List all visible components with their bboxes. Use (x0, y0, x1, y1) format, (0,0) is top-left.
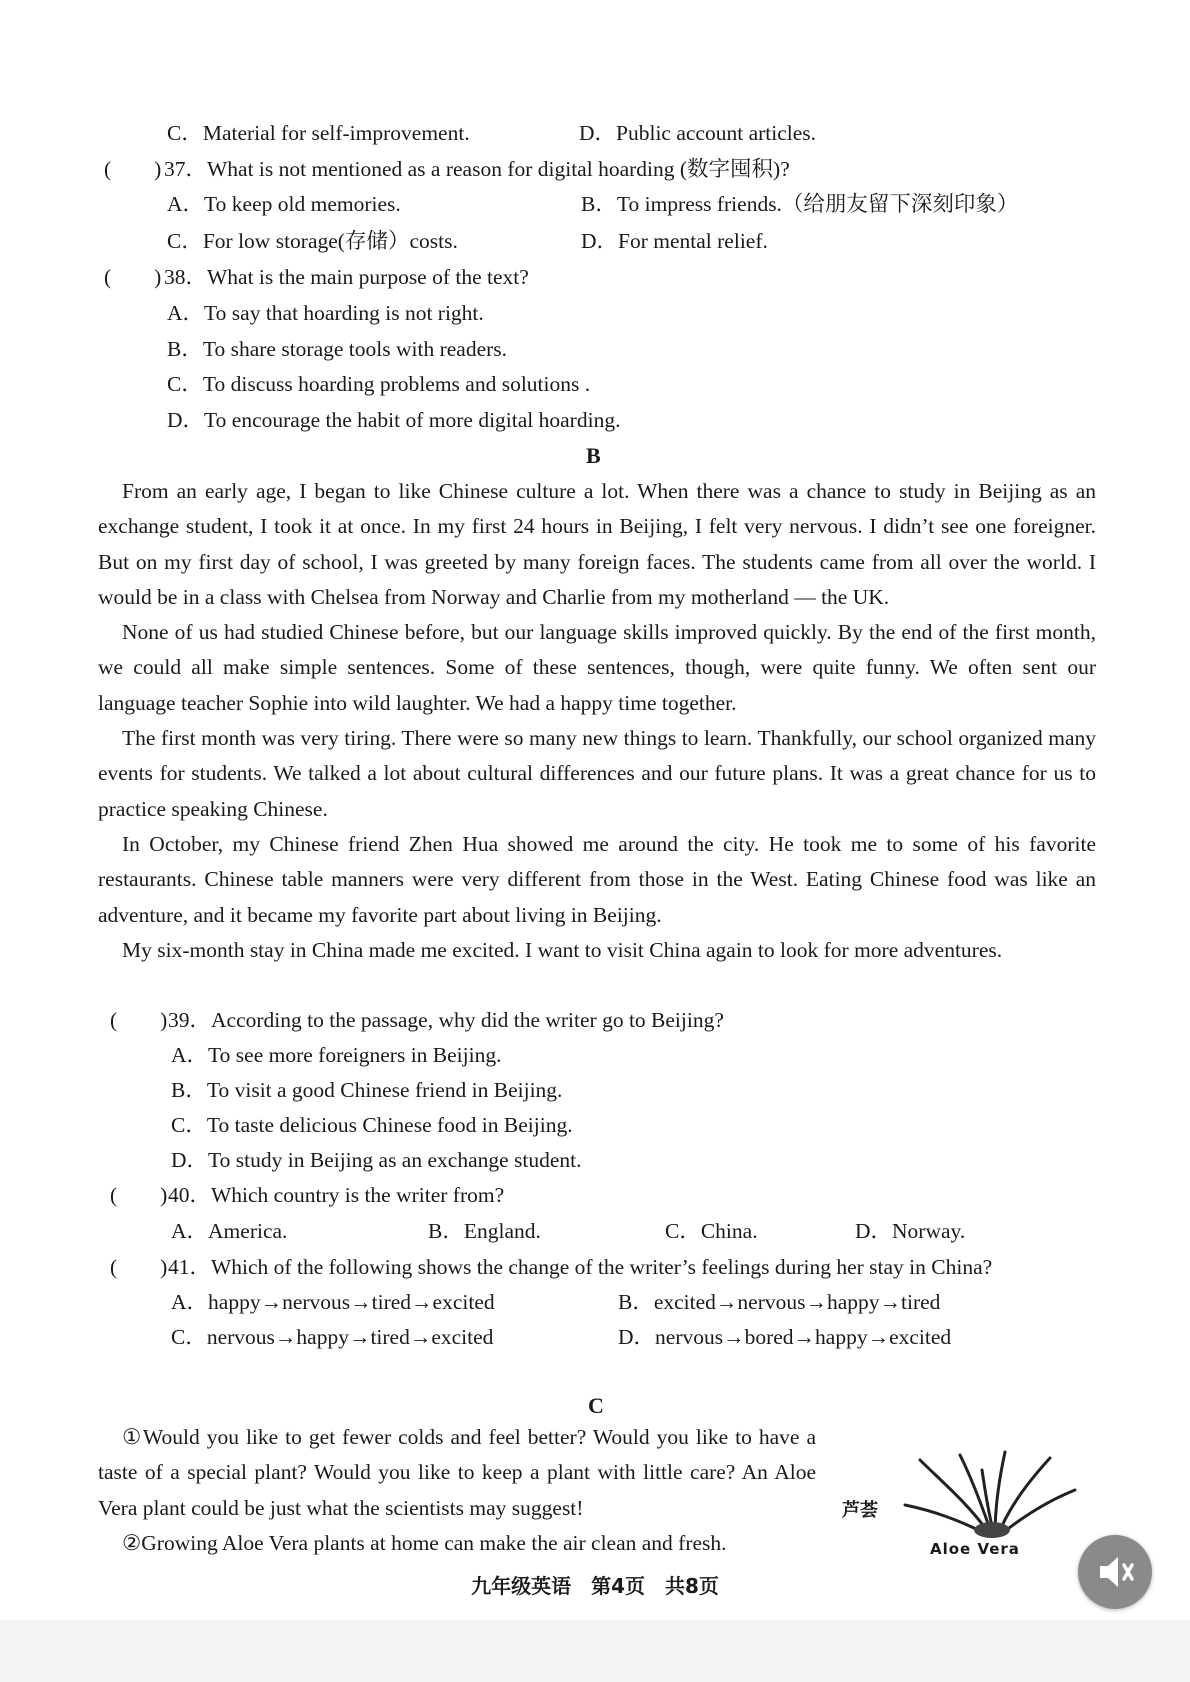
q38-answer-bracket[interactable]: ( ) (104, 265, 162, 289)
q36-option-d: D．Public account articles. (579, 121, 817, 145)
section-c-paragraph-1: ①Would you like to get fewer colds and feel better? Would you like to have a taste of a special plant? Would you like to keep a plant with little care? An Aloe Vera plant could be just what the scientists may suggest! (98, 1425, 816, 1520)
q37-option-c: C．For low storage(存储）costs. (167, 229, 458, 253)
q37-option-a: A．To keep old memories. (167, 192, 401, 216)
q39-option-d: D．To study in Beijing as an exchange student. (171, 1148, 582, 1172)
q38-option-d: D．To encourage the habit of more digital hoarding. (167, 408, 621, 432)
q37-option-d: D．For mental relief. (581, 229, 768, 253)
q41-option-c: C．nervous→happy→tired→excited (171, 1325, 494, 1349)
q40-option-c: C．China. (665, 1219, 758, 1243)
section-c-paragraph-2: ②Growing Aloe Vera plants at home can make the air clean and fresh. (122, 1530, 727, 1555)
q40-option-b: B．England. (428, 1219, 541, 1243)
section-b-paragraph-3: The first month was very tiring. There were so many new things to learn. Thankfully, our school organized many events for students. We talked a lot about cultural differences and our future plans. It was a great chance for us to practice speaking Chinese. (98, 726, 1096, 821)
q41-option-d: D．nervous→bored→happy→excited (618, 1325, 952, 1349)
q38-option-b: B．To share storage tools with readers. (167, 337, 508, 361)
section-c-heading: C (588, 1393, 604, 1418)
section-c-passage (98, 1420, 816, 1561)
aloe-vera-english-label: Aloe Vera (930, 1540, 1020, 1558)
q41-option-a: A．happy→nervous→tired→excited (171, 1290, 495, 1314)
q39-option-b: B．To visit a good Chinese friend in Beijing. (171, 1078, 563, 1102)
section-b-heading: B (586, 443, 601, 468)
audio-toggle-button[interactable] (1078, 1535, 1152, 1609)
q41-answer-bracket[interactable]: ( ) (110, 1255, 168, 1279)
bottom-margin (0, 1620, 1190, 1682)
section-b-paragraph-1: From an early age, I began to like Chinese culture a lot. When there was a chance to study in Beijing as an exchange student, I took it at once. In my first 24 hours in Beijing, I felt very nervous. I didn’t see one foreigner. But on my first day of school, I was greeted by many foreign faces. The students came from all over the world. I would be in a class with Chelsea from Norway and Charlie from my motherland — the UK. (98, 479, 1096, 609)
q38-stem: 38．What is the main purpose of the text? (164, 265, 529, 289)
q38-option-c: C．To discuss hoarding problems and solutions . (167, 372, 591, 396)
q39-option-a: A．To see more foreigners in Beijing. (171, 1043, 502, 1067)
q37-answer-bracket[interactable]: ( ) (104, 157, 162, 181)
section-b-passage (98, 474, 1096, 968)
q36-option-c: C．Material for self-improvement. (167, 121, 470, 145)
section-b-paragraph-2: None of us had studied Chinese before, but our language skills improved quickly. By the end of the first month, we could all make simple sentences. Some of these sentences, though, were quite funny. We often sent our language teacher Sophie into wild laughter. We had a happy time together. (98, 620, 1096, 715)
speaker-muted-icon (1094, 1551, 1136, 1593)
q41-stem: 41．Which of the following shows the change of the writer’s feelings during her stay in China? (168, 1255, 993, 1279)
q38-option-a: A．To say that hoarding is not right. (167, 301, 484, 325)
section-b-paragraph-4: In October, my Chinese friend Zhen Hua showed me around the city. He took me to some of his favorite restaurants. Chinese table manners were very different from those in the West. Eating Chinese food was like an adventure, and it became my favorite part about living in Beijing. (98, 831, 1096, 927)
page-footer: 九年级英语 第4页 共8页 (471, 1574, 719, 1598)
aloe-vera-illustration-icon (900, 1450, 1080, 1540)
q40-stem: 40．Which country is the writer from? (168, 1183, 505, 1207)
q40-answer-bracket[interactable]: ( ) (110, 1183, 168, 1207)
q41-option-b: B．excited→nervous→happy→tired (618, 1290, 941, 1314)
q37-option-b: B．To impress friends.（给朋友留下深刻印象） (581, 192, 1019, 216)
aloe-vera-chinese-label: 芦荟 (842, 1500, 878, 1521)
q39-option-c: C．To taste delicious Chinese food in Beijing. (171, 1113, 573, 1137)
section-b-paragraph-5: My six-month stay in China made me excited. I want to visit China again to look for more adventures. (122, 937, 1003, 962)
q40-option-d: D．Norway. (855, 1219, 966, 1243)
q37-stem: 37．What is not mentioned as a reason for digital hoarding (数字囤积)? (164, 157, 790, 181)
q39-answer-bracket[interactable]: ( ) (110, 1008, 168, 1032)
q39-stem: 39．According to the passage, why did the writer go to Beijing? (168, 1008, 724, 1032)
q40-option-a: A．America. (171, 1219, 288, 1243)
